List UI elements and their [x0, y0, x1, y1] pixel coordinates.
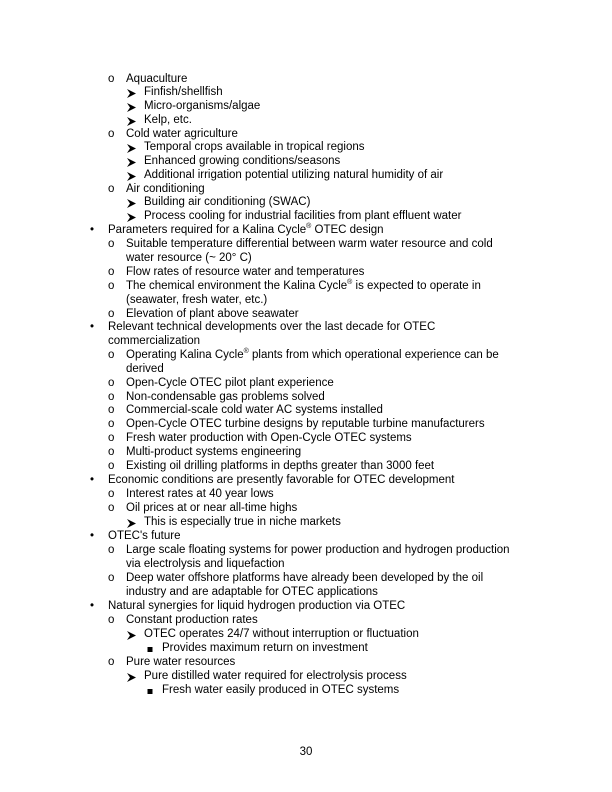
page-number: 30: [299, 746, 313, 758]
list-item: Oil prices at or near all-time highs: [126, 502, 298, 514]
list-item: Open-Cycle OTEC turbine designs by reputable turbine manufacturers: [126, 418, 485, 430]
list-item: Non-condensable gas problems solved: [126, 391, 325, 403]
circle-marker: o: [108, 446, 115, 458]
circle-marker: o: [108, 266, 115, 278]
bullet-marker: •: [90, 530, 95, 542]
list-item: Commercial-scale cold water AC systems installed: [126, 404, 383, 416]
list-item: Open-Cycle OTEC pilot plant experience: [126, 377, 334, 389]
arrow-bullet-icon: [126, 211, 137, 224]
list-item: Constant production rates: [126, 614, 258, 626]
list-item: Cold water agriculture: [126, 128, 238, 140]
list-item: Micro-organisms/algae: [144, 100, 261, 112]
list-item-continuation: via electrolysis and liquefaction: [126, 558, 285, 570]
arrow-bullet-icon: [126, 629, 137, 642]
list-item: Pure water resources: [126, 656, 236, 668]
circle-marker: o: [108, 377, 115, 389]
list-item-continuation: derived: [126, 363, 164, 375]
circle-marker: o: [108, 460, 115, 472]
list-item-continuation: (seawater, fresh water, etc.): [126, 294, 268, 306]
list-item: Existing oil drilling platforms in depths greater than 3000 feet: [126, 460, 435, 472]
square-bullet-icon: [146, 685, 154, 698]
list-item: OTEC operates 24/7 without interruption or fluctuation: [144, 628, 419, 640]
list-item: Fresh water production with Open-Cycle OTEC systems: [126, 432, 412, 444]
list-item: Pure distilled water required for electrolysis process: [144, 670, 407, 682]
list-item: Flow rates of resource water and temperatures: [126, 266, 365, 278]
arrow-bullet-icon: [126, 517, 137, 530]
list-item: Suitable temperature differential between warm water resource and cold: [126, 238, 493, 250]
circle-marker: o: [108, 280, 115, 292]
circle-marker: o: [108, 391, 115, 403]
list-item: Temporal crops available in tropical regions: [144, 141, 365, 153]
arrow-bullet-icon: [126, 197, 137, 210]
square-bullet-icon: [146, 643, 154, 656]
list-item: Kelp, etc.: [144, 114, 192, 126]
list-item: Parameters required for a Kalina Cycle® OTEC design: [108, 223, 384, 236]
circle-marker: o: [108, 349, 115, 361]
bullet-marker: •: [90, 321, 95, 333]
circle-marker: o: [108, 183, 115, 195]
circle-marker: o: [108, 404, 115, 416]
circle-marker: o: [108, 656, 115, 668]
list-item: The chemical environment the Kalina Cycle® is expected to operate in: [126, 279, 481, 292]
list-item-continuation: commercialization: [108, 335, 201, 347]
list-item-continuation: industry and are adaptable for OTEC applications: [126, 586, 378, 598]
circle-marker: o: [108, 418, 115, 430]
arrow-bullet-icon: [126, 101, 137, 114]
list-item: Building air conditioning (SWAC): [144, 196, 311, 208]
arrow-bullet-icon: [126, 156, 137, 169]
circle-marker: o: [108, 614, 115, 626]
list-item: Provides maximum return on investment: [162, 642, 368, 654]
list-item: Interest rates at 40 year lows: [126, 488, 274, 500]
circle-marker: o: [108, 308, 115, 320]
circle-marker: o: [108, 128, 115, 140]
circle-marker: o: [108, 572, 115, 584]
circle-marker: o: [108, 432, 115, 444]
arrow-bullet-icon: [126, 142, 137, 155]
list-item: Additional irrigation potential utilizing natural humidity of air: [144, 169, 444, 181]
circle-marker: o: [108, 544, 115, 556]
arrow-bullet-icon: [126, 115, 137, 128]
bullet-marker: •: [90, 600, 95, 612]
list-item: Natural synergies for liquid hydrogen production via OTEC: [108, 600, 406, 612]
arrow-bullet-icon: [126, 87, 137, 100]
list-item: Multi-product systems engineering: [126, 446, 302, 458]
list-item: Process cooling for industrial facilities from plant effluent water: [144, 210, 462, 222]
list-item: Finfish/shellfish: [144, 86, 223, 98]
list-item: This is especially true in niche markets: [144, 516, 341, 528]
list-item: Relevant technical developments over the last decade for OTEC: [108, 321, 436, 333]
list-item: Elevation of plant above seawater: [126, 308, 299, 320]
circle-marker: o: [108, 488, 115, 500]
arrow-bullet-icon: [126, 671, 137, 684]
arrow-bullet-icon: [126, 170, 137, 183]
list-item: Operating Kalina Cycle® plants from which operational experience can be: [126, 348, 499, 361]
bullet-marker: •: [90, 474, 95, 486]
circle-marker: o: [108, 238, 115, 250]
list-item-continuation: water resource (~ 20° C): [126, 252, 252, 264]
circle-marker: o: [108, 73, 115, 85]
list-item: Air conditioning: [126, 183, 205, 195]
list-item: Large scale floating systems for power production and hydrogen production: [126, 544, 510, 556]
list-item: OTEC's future: [108, 530, 181, 542]
list-item: Economic conditions are presently favorable for OTEC development: [108, 474, 455, 486]
circle-marker: o: [108, 502, 115, 514]
list-item: Deep water offshore platforms have already been developed by the oil: [126, 572, 484, 584]
list-item: Fresh water easily produced in OTEC systems: [162, 684, 400, 696]
list-item: Aquaculture: [126, 73, 188, 85]
bullet-marker: •: [90, 224, 95, 236]
list-item: Enhanced growing conditions/seasons: [144, 155, 341, 167]
